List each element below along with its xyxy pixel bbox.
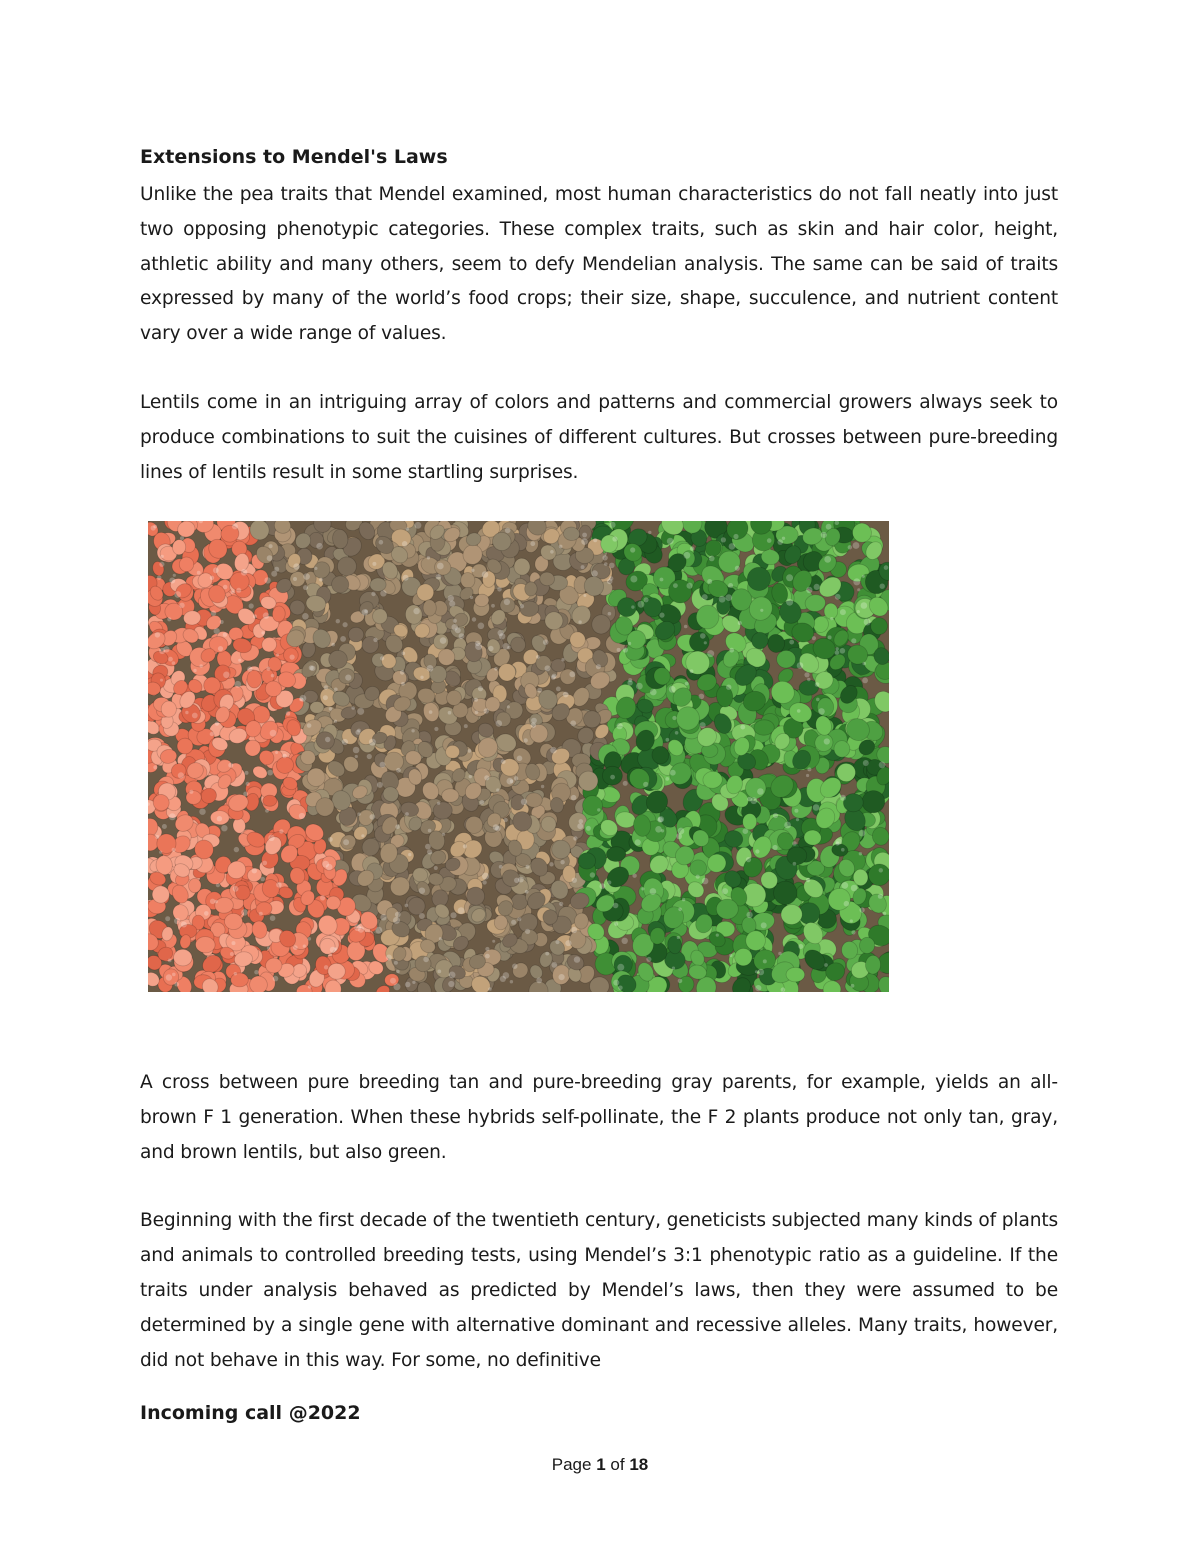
page-total: 18 [629, 1455, 649, 1474]
page-of: of [610, 1455, 625, 1474]
top-section [140, 142, 1058, 490]
bottom-section [140, 1066, 1058, 1378]
paragraph-1: Unlike the pea traits that Mendel examined, most human characteristics do not fall neatly into just two opposing phenotypic categories. These complex traits, such as skin and hair color, height, athletic ability and many others, seem to defy Mendelian analysis. The same can be said of traits expressed by many of the world’s food crops; their size, shape, succulence, and nutrient content vary over a wide range of values. [140, 184, 1058, 345]
paragraph-3: A cross between pure breeding tan and pure-breeding gray parents, for example, yields an all-brown F 1 generation. When these hybrids self-pollinate, the F 2 plants produce not only tan, gray, and brown lentils, but also green. [140, 1072, 1058, 1163]
section-heading: Extensions to Mendel's Laws [140, 146, 448, 168]
page-label: Page [551, 1455, 592, 1474]
lentils-photo [148, 521, 889, 992]
page-number [0, 1455, 1200, 1475]
paragraph-4: Beginning with the first decade of the twentieth century, geneticists subjected many kinds of plants and animals to controlled breeding tests, using Mendel’s 3:1 phenotypic ratio as a guideline. If the traits under analysis behaved as predicted by Mendel’s laws, then they were assumed to be determined by a single gene with alternative dominant and recessive alleles. Many traits, however, did not behave in this way. For some, no definitive [140, 1210, 1059, 1371]
page-current: 1 [596, 1455, 606, 1474]
paragraph-2: Lentils come in an intriguing array of colors and patterns and commercial growers always seek to produce combinations to suit the cuisines of different cultures. But crosses between pure-breeding lines of lentils result in some startling surprises. [140, 391, 1058, 483]
footer-note: Incoming call @2022 [140, 1402, 361, 1424]
